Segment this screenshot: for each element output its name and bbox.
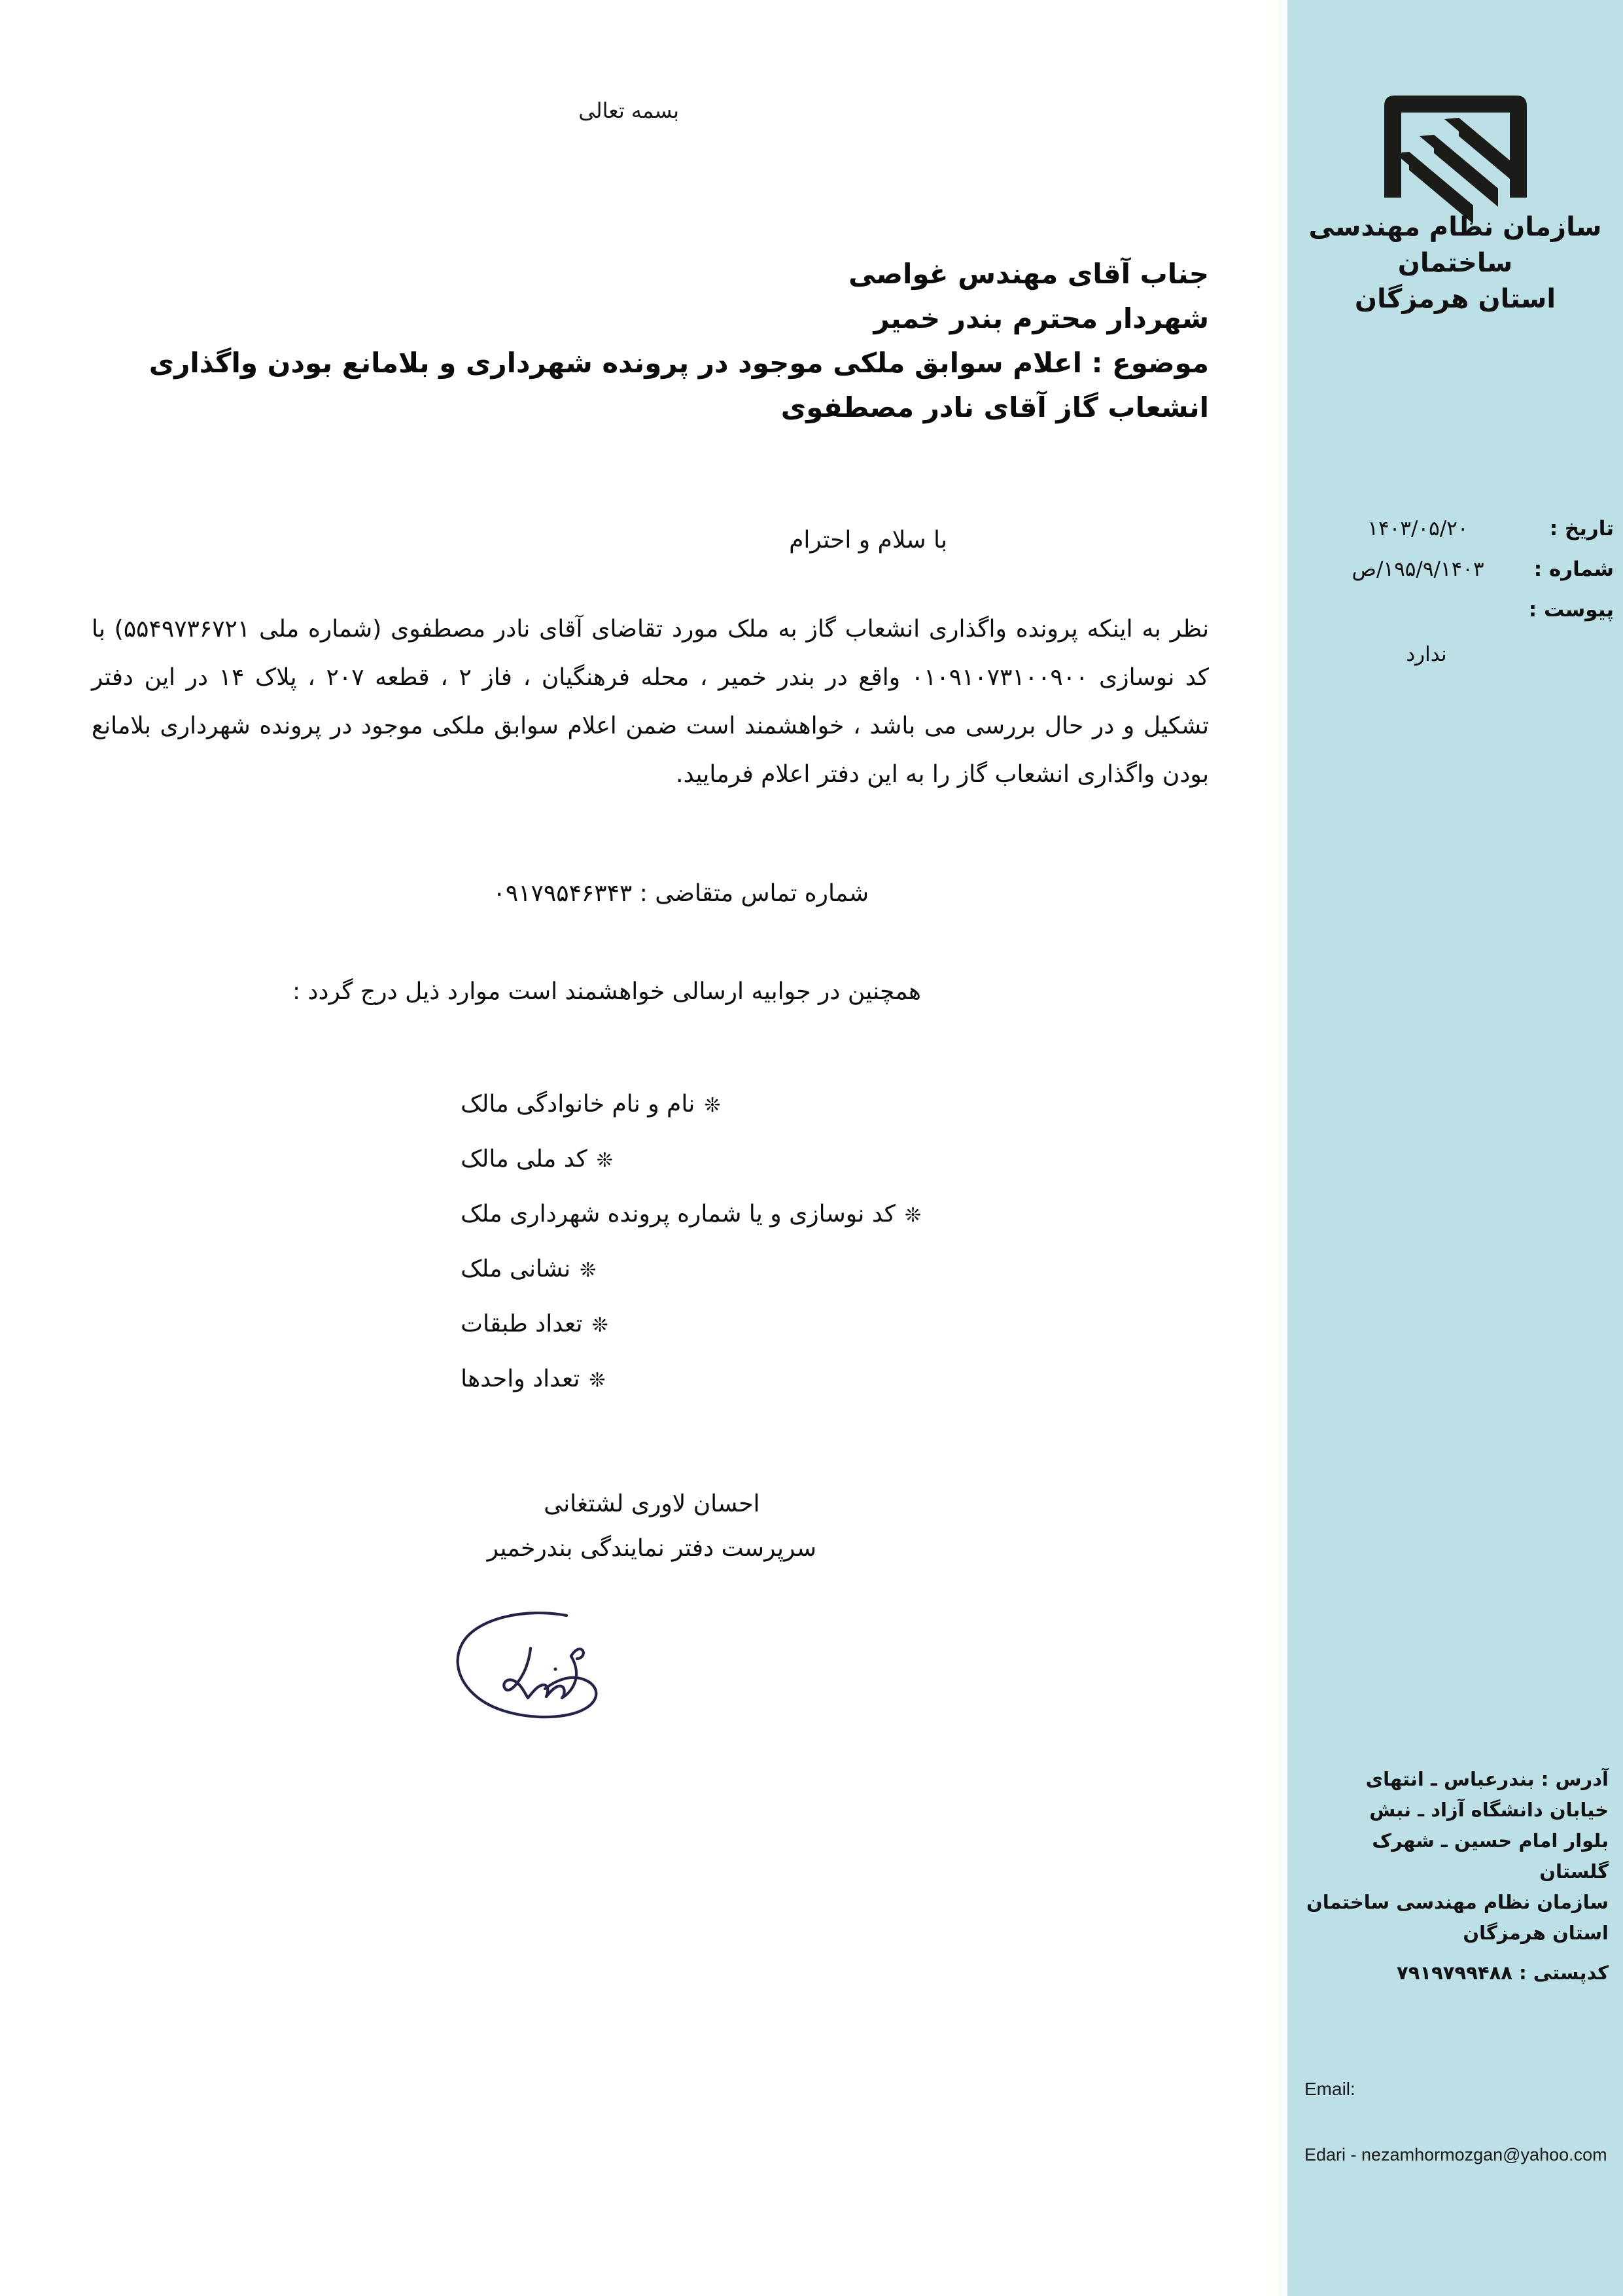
organization-name-line2: استان هرمزگان bbox=[1354, 284, 1556, 315]
signer-name: احسان لاوری لشتغانی bbox=[544, 1491, 760, 1517]
meta-row-date bbox=[1302, 517, 1614, 540]
requested-items-list bbox=[461, 1093, 921, 1422]
building-roof-logo-icon bbox=[1287, 79, 1623, 229]
signature-block bbox=[487, 1482, 816, 1572]
address-line-2: خیابان دانشگاه آزاد ـ نبش bbox=[1369, 1799, 1609, 1822]
list-item bbox=[461, 1368, 921, 1391]
address-line-6: استان هرمزگان bbox=[1463, 1922, 1609, 1945]
salutation-text: با سلام و احترام bbox=[789, 527, 947, 554]
attachment-label: پیوست : bbox=[1528, 598, 1614, 622]
list-item-label: تعداد طبقات bbox=[461, 1311, 583, 1337]
letter-body-paragraph: نظر به اینکه پرونده واگذاری انشعاب گاز به ملک مورد تقاضای آقای نادر مصطفوی (شماره ملی ۵۵۴۹۷۳۶۷۲۱) با کد نوسازی ۰۱۰۹۱۰۷۳۱۰۰۹۰۰ واقع در بندر خمیر ، محله فرهنگیان ، فاز ۲ ، قطعه ۲۰۷ ، پلاک ۱۴ در این دفتر تشکیل و در حال بررسی می باشد ، خواهشمند است ضمن اعلام سوابق ملکی موجود در پرونده شهرداری بلامانع بودن واگذاری انشعاب گاز را به این دفتر اعلام فرمایید. bbox=[92, 616, 1210, 788]
list-item bbox=[461, 1258, 921, 1281]
list-item-label: نام و نام خانوادگی مالک bbox=[461, 1091, 695, 1118]
page-edge-strip-inner bbox=[1278, 0, 1287, 2296]
asterisk-bullet-icon: ❊ bbox=[580, 1259, 597, 1282]
asterisk-bullet-icon: ❊ bbox=[704, 1094, 721, 1117]
address-line-5: سازمان نظام مهندسی ساختمان bbox=[1306, 1891, 1609, 1914]
addressee-title: شهردار محترم بندر خمیر bbox=[873, 302, 1209, 335]
email-address-value[interactable]: Edari - nezamhormozgan@yahoo.com bbox=[1304, 2145, 1607, 2164]
signer-title: سرپرست دفتر نمایندگی بندرخمیر bbox=[487, 1535, 816, 1563]
addressee-name: جناب آقای مهندس غواصی bbox=[848, 258, 1209, 290]
number-label: شماره : bbox=[1533, 557, 1614, 581]
list-item bbox=[461, 1203, 921, 1226]
attachment-value: ندارد bbox=[1406, 643, 1447, 666]
meta-row-attachment bbox=[1302, 598, 1614, 622]
address-line-1: آدرس : بندرعباس ـ انتهای bbox=[1365, 1768, 1609, 1791]
asterisk-bullet-icon: ❊ bbox=[596, 1149, 613, 1172]
basmala-text: بسمه تعالی bbox=[578, 98, 679, 123]
addressee-block bbox=[92, 252, 1209, 430]
handwritten-signature-image bbox=[447, 1606, 643, 1727]
postal-code-line: کدپستی : ۷۹۱۹۷۹۹۴۸۸ bbox=[1397, 1962, 1609, 1985]
footer-address-block bbox=[1303, 1764, 1609, 1988]
date-value: ۱۴۰۳/۰۵/۲۰ bbox=[1367, 517, 1469, 540]
organization-name bbox=[1299, 209, 1611, 318]
meta-row-number bbox=[1302, 557, 1614, 581]
list-item-label: تعداد واحدها bbox=[461, 1366, 580, 1392]
date-label: تاریخ : bbox=[1549, 517, 1614, 540]
list-item bbox=[461, 1313, 921, 1336]
asterisk-bullet-icon: ❊ bbox=[591, 1314, 608, 1337]
list-item-label: کد نوسازی و یا شماره پرونده شهرداری ملک bbox=[461, 1201, 896, 1227]
list-item-label: کد ملی مالک bbox=[461, 1146, 587, 1173]
page-edge-strip-outer bbox=[1266, 0, 1278, 2296]
letterhead-sidebar bbox=[1287, 0, 1623, 2296]
number-value: ۱۹۵/۹/۱۴۰۳/ص bbox=[1352, 557, 1484, 581]
asterisk-bullet-icon: ❊ bbox=[904, 1204, 921, 1227]
organization-name-line1: سازمان نظام مهندسی ساختمان bbox=[1308, 212, 1602, 279]
asterisk-bullet-icon: ❊ bbox=[589, 1369, 606, 1392]
applicant-contact-line: شماره تماس متقاضی : ۰۹۱۷۹۵۴۶۳۴۳ bbox=[493, 880, 869, 907]
additional-request-line: همچنین در جوابیه ارسالی خواهشمند است موارد ذیل درج گردد : bbox=[292, 978, 921, 1005]
letter-meta-block bbox=[1302, 517, 1614, 666]
email-label: Email: bbox=[1304, 2079, 1355, 2099]
list-item bbox=[461, 1148, 921, 1171]
address-line-4: گلستان bbox=[1539, 1860, 1609, 1883]
list-item bbox=[461, 1093, 921, 1116]
letter-subject: موضوع : اعلام سوابق ملکی موجود در پرونده شهرداری و بلامانع بودن واگذاری انشعاب گاز آقای نادر مصطفوی bbox=[148, 347, 1209, 424]
list-item-label: نشانی ملک bbox=[461, 1256, 571, 1282]
address-line-3: بلوار امام حسین ـ شهرک bbox=[1372, 1829, 1609, 1852]
